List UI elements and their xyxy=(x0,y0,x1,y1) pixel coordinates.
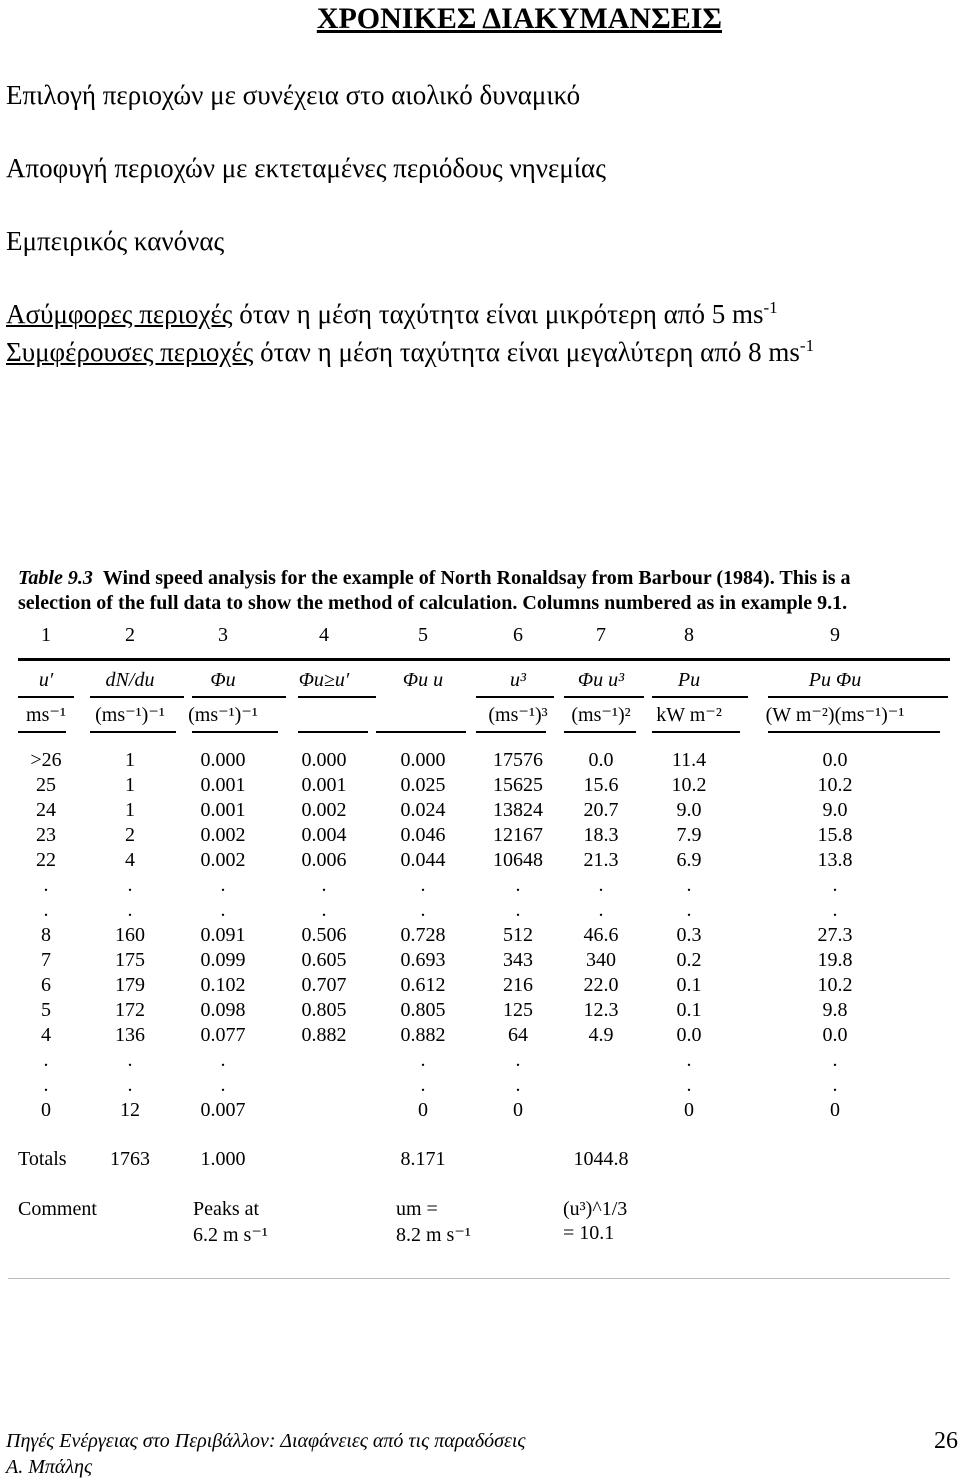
table-cell: 4.9 xyxy=(588,1024,614,1046)
wind-speed-table xyxy=(18,566,950,1258)
table-cell: 0.046 xyxy=(400,824,446,846)
bottom-rule xyxy=(8,1278,950,1279)
table-body xyxy=(18,624,950,1258)
rule-favourable-term: Συμφέρουσες περιοχές xyxy=(6,337,254,367)
table-cell: 9 xyxy=(830,624,840,646)
table-cell: 17576 xyxy=(493,749,543,771)
table-cell: . xyxy=(127,1049,133,1071)
text-line-3: Εμπειρικός κανόνας xyxy=(6,226,225,256)
table-cell: . xyxy=(515,1049,521,1071)
totals-row xyxy=(18,1148,950,1198)
table-cell: 7.9 xyxy=(676,824,702,846)
table-cell: 0.099 xyxy=(200,949,246,971)
table-cell: 0.024 xyxy=(400,799,446,821)
units-underline xyxy=(90,731,176,733)
table-cell: kW m⁻² xyxy=(656,704,722,726)
table-cell: 10.2 xyxy=(671,774,707,796)
table-cell: . xyxy=(420,874,426,896)
table-cell: 0.1 xyxy=(676,999,702,1021)
table-cell: 22.0 xyxy=(583,974,619,996)
table-cell: 10648 xyxy=(493,849,543,871)
totals-c2: 1763 xyxy=(110,1148,150,1170)
table-cell: 21.3 xyxy=(583,849,619,871)
table-cell: 25 xyxy=(36,774,56,796)
comment-label: Comment xyxy=(18,1198,97,1220)
table-row xyxy=(18,749,950,774)
table-cell: . xyxy=(686,874,692,896)
table-cell: 15.8 xyxy=(817,824,853,846)
table-top-rule xyxy=(18,658,950,661)
table-row xyxy=(18,974,950,999)
table-cell: . xyxy=(220,1049,226,1071)
table-cell: . xyxy=(686,1049,692,1071)
rule-favourable xyxy=(6,336,814,368)
table-cell: Φu≥u′ xyxy=(298,669,350,691)
table-cell: . xyxy=(515,899,521,921)
table-cell: 10.2 xyxy=(817,774,853,796)
table-cell: . xyxy=(515,1074,521,1096)
table-row xyxy=(18,849,950,874)
totals-c5: 8.171 xyxy=(400,1148,446,1170)
table-cell: . xyxy=(515,874,521,896)
table-cell: 7 xyxy=(41,949,51,971)
table-cell: ms⁻¹ xyxy=(26,704,66,726)
table-cell: 0.0 xyxy=(676,1024,702,1046)
units-underline xyxy=(476,731,546,733)
table-cell: 2 xyxy=(125,624,135,646)
table-cell: 15625 xyxy=(493,774,543,796)
table-cell: (ms⁻¹)⁻¹ xyxy=(95,704,165,726)
table-cell: . xyxy=(220,874,226,896)
rule-unfavourable xyxy=(6,298,778,330)
table-row xyxy=(18,799,950,824)
table-cell: 0.002 xyxy=(301,799,347,821)
table-cell: 8 xyxy=(684,624,694,646)
table-cell: 64 xyxy=(508,1024,528,1046)
table-cell: 11.4 xyxy=(671,749,707,771)
page-title: ΧΡΟΝΙΚΕΣ ΔΙΑΚΥΜΑΝΣΕΙΣ xyxy=(316,2,722,35)
header-segments xyxy=(18,694,950,700)
table-cell: . xyxy=(832,1074,838,1096)
table-cell: 1 xyxy=(125,774,135,796)
totals-label: Totals xyxy=(18,1148,67,1170)
footer-line-2: Α. Μπάλης xyxy=(6,1456,93,1478)
table-cell: 0.605 xyxy=(301,949,347,971)
table-cell: u³ xyxy=(510,669,526,691)
table-cell: 0.001 xyxy=(200,774,246,796)
table-cell: 175 xyxy=(115,949,145,971)
table-cell: (ms⁻¹)⁻¹ xyxy=(188,704,258,726)
table-cell: . xyxy=(420,1049,426,1071)
table-cell: Φu u³ xyxy=(577,669,625,691)
table-cell: 46.6 xyxy=(583,924,619,946)
totals-c3: 1.000 xyxy=(200,1148,246,1170)
table-cell: 340 xyxy=(586,949,616,971)
units-underline xyxy=(298,731,368,733)
table-row xyxy=(18,949,950,974)
table-cell: 12 xyxy=(120,1099,140,1121)
table-cell: . xyxy=(127,899,133,921)
table-cell: 0 xyxy=(513,1099,523,1121)
table-cell: . xyxy=(420,1074,426,1096)
table-cell: 27.3 xyxy=(817,924,853,946)
page-number: 26 xyxy=(934,1428,958,1454)
units-underline xyxy=(18,731,66,733)
table-cell: Pu xyxy=(677,669,701,691)
table-cell: . xyxy=(321,874,327,896)
units-underline xyxy=(376,731,466,733)
table-cell: 7 xyxy=(596,624,606,646)
table-cell: . xyxy=(43,1049,49,1071)
rule-unfavourable-term: Ασύμφορες περιοχές xyxy=(6,299,233,329)
table-row xyxy=(18,999,950,1024)
header-underline xyxy=(298,696,376,698)
table-cell: 12.3 xyxy=(583,999,619,1021)
table-cell: 20.7 xyxy=(583,799,619,821)
table-cell: 0 xyxy=(418,1099,428,1121)
ellipsis-row xyxy=(18,899,950,924)
table-cell: 13824 xyxy=(493,799,543,821)
table-cell: 12167 xyxy=(493,824,543,846)
comment-row xyxy=(18,1198,950,1258)
header-row xyxy=(18,669,950,694)
table-cell: 10.2 xyxy=(817,974,853,996)
table-cell: 5 xyxy=(41,999,51,1021)
table-cell: 3 xyxy=(218,624,228,646)
rule-unfavourable-sup: -1 xyxy=(763,298,778,317)
table-cell: . xyxy=(220,1074,226,1096)
table-row xyxy=(18,924,950,949)
table-caption xyxy=(18,566,950,616)
table-cell: 0.001 xyxy=(200,799,246,821)
header-underline xyxy=(768,696,948,698)
table-cell: 6.9 xyxy=(676,849,702,871)
ellipsis-row xyxy=(18,1074,950,1099)
table-cell: 172 xyxy=(115,999,145,1021)
table-cell: 0.3 xyxy=(676,924,702,946)
table-cell: . xyxy=(598,899,604,921)
table-cell: 1 xyxy=(41,624,51,646)
table-cell: . xyxy=(321,899,327,921)
units-underline xyxy=(192,731,278,733)
table-row xyxy=(18,824,950,849)
table-cell: . xyxy=(832,874,838,896)
table-cell: . xyxy=(43,1074,49,1096)
table-cell: 1 xyxy=(125,799,135,821)
table-cell: 512 xyxy=(503,924,533,946)
table-cell: . xyxy=(686,1074,692,1096)
footer-line-1: Πηγές Ενέργειας στο Περιβάλλον: Διαφάνειες από τις παραδόσεις xyxy=(6,1430,526,1452)
table-cell: . xyxy=(832,1049,838,1071)
table-cell: 0.693 xyxy=(400,949,446,971)
table-cell: 9.8 xyxy=(822,999,848,1021)
table-caption-label: Table 9.3 xyxy=(18,567,93,589)
ellipsis-row xyxy=(18,874,950,899)
table-cell: 0 xyxy=(41,1099,51,1121)
table-cell: 0.002 xyxy=(200,849,246,871)
comment-c5b: 8.2 m s⁻¹ xyxy=(396,1224,471,1246)
header-underline xyxy=(476,696,554,698)
comment-c7b: = 10.1 xyxy=(563,1222,615,1244)
table-cell: u′ xyxy=(38,669,54,691)
table-cell: 0.000 xyxy=(200,749,246,771)
text-line-1: Επιλογή περιοχών με συνέχεια στο αιολικό δυναμικό xyxy=(6,80,581,110)
table-cell: 0.091 xyxy=(200,924,246,946)
table-cell: 0.098 xyxy=(200,999,246,1021)
table-cell: . xyxy=(686,899,692,921)
table-cell: 160 xyxy=(115,924,145,946)
table-cell: . xyxy=(220,899,226,921)
table-cell: dN/du xyxy=(105,669,155,691)
table-cell: 0.000 xyxy=(301,749,347,771)
header-underline xyxy=(90,696,184,698)
comment-c7a: (u³)^1/3 xyxy=(563,1198,628,1220)
table-cell: . xyxy=(420,899,426,921)
table-cell: 0.2 xyxy=(676,949,702,971)
table-cell: 0.102 xyxy=(200,974,246,996)
header-underline xyxy=(564,696,644,698)
table-cell: 216 xyxy=(503,974,533,996)
units-underline xyxy=(768,731,940,733)
table-cell: >26 xyxy=(30,749,62,771)
table-cell: . xyxy=(43,899,49,921)
table-row xyxy=(18,1099,950,1124)
table-cell: 0.044 xyxy=(400,849,446,871)
table-cell: 0.805 xyxy=(301,999,347,1021)
units-row xyxy=(18,702,950,727)
table-cell: 0.000 xyxy=(400,749,446,771)
table-cell: 0.882 xyxy=(301,1024,347,1046)
rule-favourable-sup: -1 xyxy=(799,336,815,355)
table-caption-text-1: Wind speed analysis for the example of North Ronaldsay from Barbour (1984). This is a xyxy=(102,567,851,589)
table-cell: 125 xyxy=(503,999,533,1021)
table-cell: . xyxy=(127,874,133,896)
table-cell: 9.0 xyxy=(822,799,848,821)
table-row xyxy=(18,1024,950,1049)
table-cell: 0 xyxy=(684,1099,694,1121)
table-cell: (ms⁻¹)³ xyxy=(488,704,548,726)
table-cell: 6 xyxy=(513,624,523,646)
table-cell: 24 xyxy=(36,799,56,821)
table-cell: 0.001 xyxy=(301,774,347,796)
table-cell: 0.006 xyxy=(301,849,347,871)
table-cell: 6 xyxy=(41,974,51,996)
table-cell: 0.612 xyxy=(400,974,446,996)
table-cell: 0.002 xyxy=(200,824,246,846)
table-cell: 0.0 xyxy=(588,749,614,771)
table-cell: . xyxy=(832,899,838,921)
table-cell: 8 xyxy=(41,924,51,946)
units-underline xyxy=(564,731,636,733)
table-cell: 0.0 xyxy=(822,749,848,771)
table-cell: 23 xyxy=(36,824,56,846)
comment-c3a: Peaks at xyxy=(193,1198,260,1220)
table-cell: 15.6 xyxy=(583,774,619,796)
table-cell: 0.1 xyxy=(676,974,702,996)
table-cell: 0.707 xyxy=(301,974,347,996)
table-cell: 0.0 xyxy=(822,1024,848,1046)
table-cell: 0.805 xyxy=(400,999,446,1021)
rule-unfavourable-text: όταν η μέση ταχύτητα είναι μικρότερη από 5 ms xyxy=(232,299,764,329)
table-cell: 0.004 xyxy=(301,824,347,846)
table-cell: 22 xyxy=(36,849,56,871)
table-cell: Pu Φu xyxy=(808,669,862,691)
text-line-2: Αποφυγή περιοχών με εκτεταμένες περιόδους νηνεμίας xyxy=(6,153,606,183)
units-segments xyxy=(18,727,950,749)
table-cell: 0.007 xyxy=(200,1099,246,1121)
table-cell: . xyxy=(127,1074,133,1096)
rule-favourable-text: όταν η μέση ταχύτητα είναι μεγαλύτερη από 8 ms xyxy=(253,337,800,367)
table-cell: 179 xyxy=(115,974,145,996)
table-cell: 19.8 xyxy=(817,949,853,971)
column-number-row xyxy=(18,624,950,654)
header-underline xyxy=(652,696,748,698)
table-cell: 0.882 xyxy=(400,1024,446,1046)
table-cell: 18.3 xyxy=(583,824,619,846)
table-cell: Φu xyxy=(210,669,236,691)
table-caption-text-2: selection of the full data to show the method of calculation. Columns numbered as in example 9.1. xyxy=(18,592,848,614)
table-cell: 0.728 xyxy=(400,924,446,946)
units-underline xyxy=(652,731,740,733)
header-underline xyxy=(18,696,74,698)
table-row xyxy=(18,774,950,799)
table-cell: . xyxy=(43,874,49,896)
table-cell: 4 xyxy=(41,1024,51,1046)
table-cell: 0.025 xyxy=(400,774,446,796)
totals-c7: 1044.8 xyxy=(573,1148,629,1170)
table-cell: 4 xyxy=(125,849,135,871)
table-cell: Φu u xyxy=(402,669,444,691)
table-cell: . xyxy=(598,874,604,896)
header-underline xyxy=(192,696,286,698)
comment-c5a: um = xyxy=(396,1198,438,1220)
table-cell: (W m⁻²)(ms⁻¹)⁻¹ xyxy=(765,704,905,726)
footer xyxy=(6,1428,526,1480)
table-cell: 0 xyxy=(830,1099,840,1121)
table-cell: 343 xyxy=(503,949,533,971)
table-cell: 4 xyxy=(319,624,329,646)
table-cell: 0.506 xyxy=(301,924,347,946)
table-cell: 1 xyxy=(125,749,135,771)
ellipsis-row xyxy=(18,1049,950,1074)
table-cell: 0.077 xyxy=(200,1024,246,1046)
table-cell: 136 xyxy=(115,1024,145,1046)
table-cell: (ms⁻¹)² xyxy=(571,704,631,726)
table-cell: 9.0 xyxy=(676,799,702,821)
table-cell: 2 xyxy=(125,824,135,846)
table-cell: 5 xyxy=(418,624,428,646)
table-cell: 13.8 xyxy=(817,849,853,871)
comment-c3b: 6.2 m s⁻¹ xyxy=(193,1224,268,1246)
